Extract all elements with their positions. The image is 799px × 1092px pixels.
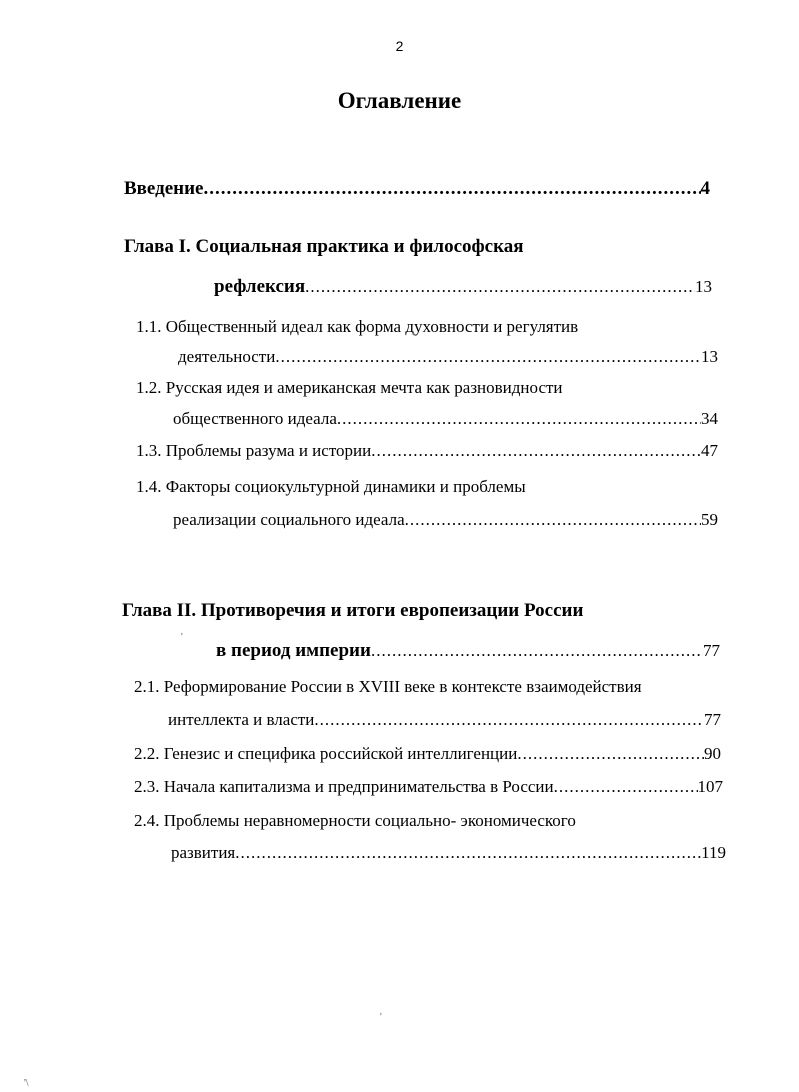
section-2-4 (171, 843, 726, 863)
scan-mark: ' (181, 632, 183, 643)
leader-dots (305, 277, 695, 297)
toc-entry-intro (124, 178, 710, 200)
toc-page-number: 13 (695, 277, 712, 296)
chapter-2-heading-cont (216, 640, 720, 662)
leader-dots (275, 347, 701, 367)
section-1-2 (173, 409, 718, 429)
leader-dots (337, 409, 701, 429)
section-2-4-line1: 2.4. Проблемы неравномерности социально- экономического (134, 811, 576, 830)
section-1-3 (136, 441, 718, 461)
toc-page-number: 59 (701, 510, 718, 529)
leader-dots (371, 641, 703, 661)
section-1-4-line1: 1.4. Факторы социокультурной динамики и проблемы (136, 477, 526, 496)
section-1-2-line1: 1.2. Русская идея и американская мечта как разновидности (136, 378, 563, 397)
chapter-1-heading: Глава I. Социальная практика и философская (124, 236, 524, 257)
page-title: Оглавление (337, 88, 462, 113)
toc-page-number: 90 (704, 744, 721, 763)
section-2-1 (168, 710, 721, 730)
section-1-4 (173, 510, 718, 530)
toc-page-number: 107 (697, 777, 723, 796)
toc-label: интеллекта и власти (168, 710, 315, 729)
toc-label: общественного идеала (173, 409, 337, 428)
scan-mark: '\ (24, 1078, 29, 1089)
section-2-2 (134, 744, 721, 764)
leader-dots (405, 510, 701, 530)
leader-dots (517, 744, 704, 764)
section-1-1 (178, 347, 718, 367)
page-number: 2 (395, 38, 404, 54)
leader-dots (554, 777, 698, 797)
toc-page-number: 13 (701, 347, 718, 366)
toc-label: 2.3. Начала капитализма и предпринимательства в России (134, 777, 554, 796)
toc-page-number: 119 (701, 843, 726, 862)
scan-mark: ' (380, 1012, 382, 1023)
toc-page-number: 77 (704, 710, 721, 729)
toc-label: Введение (124, 178, 204, 199)
toc-page-number: 34 (701, 409, 718, 428)
toc-label: развития (171, 843, 236, 862)
chapter-1-heading-cont (214, 276, 712, 298)
toc-label: 2.2. Генезис и специфика российской интеллигенции (134, 744, 518, 763)
leader-dots (204, 178, 701, 200)
section-2-3 (134, 777, 723, 797)
toc-page-number: 47 (701, 441, 718, 460)
section-1-1-line1: 1.1. Общественный идеал как форма духовности и регулятив (136, 317, 579, 336)
chapter-2-heading: Глава II. Противоречия и итоги европеизации России (122, 600, 584, 621)
leader-dots (235, 843, 701, 863)
toc-label: деятельности (178, 347, 276, 366)
leader-dots (314, 710, 704, 730)
toc-label: реализации социального идеала (173, 510, 405, 529)
toc-label: в период империи (216, 640, 371, 661)
toc-page-number: 77 (703, 641, 720, 660)
leader-dots (371, 441, 701, 461)
section-2-1-line1: 2.1. Реформирование России в XVIII веке в контексте взаимодействия (134, 677, 642, 696)
toc-label: рефлексия (214, 276, 306, 297)
toc-page-number: 4 (700, 178, 710, 199)
toc-label: 1.3. Проблемы разума и истории (136, 441, 372, 460)
